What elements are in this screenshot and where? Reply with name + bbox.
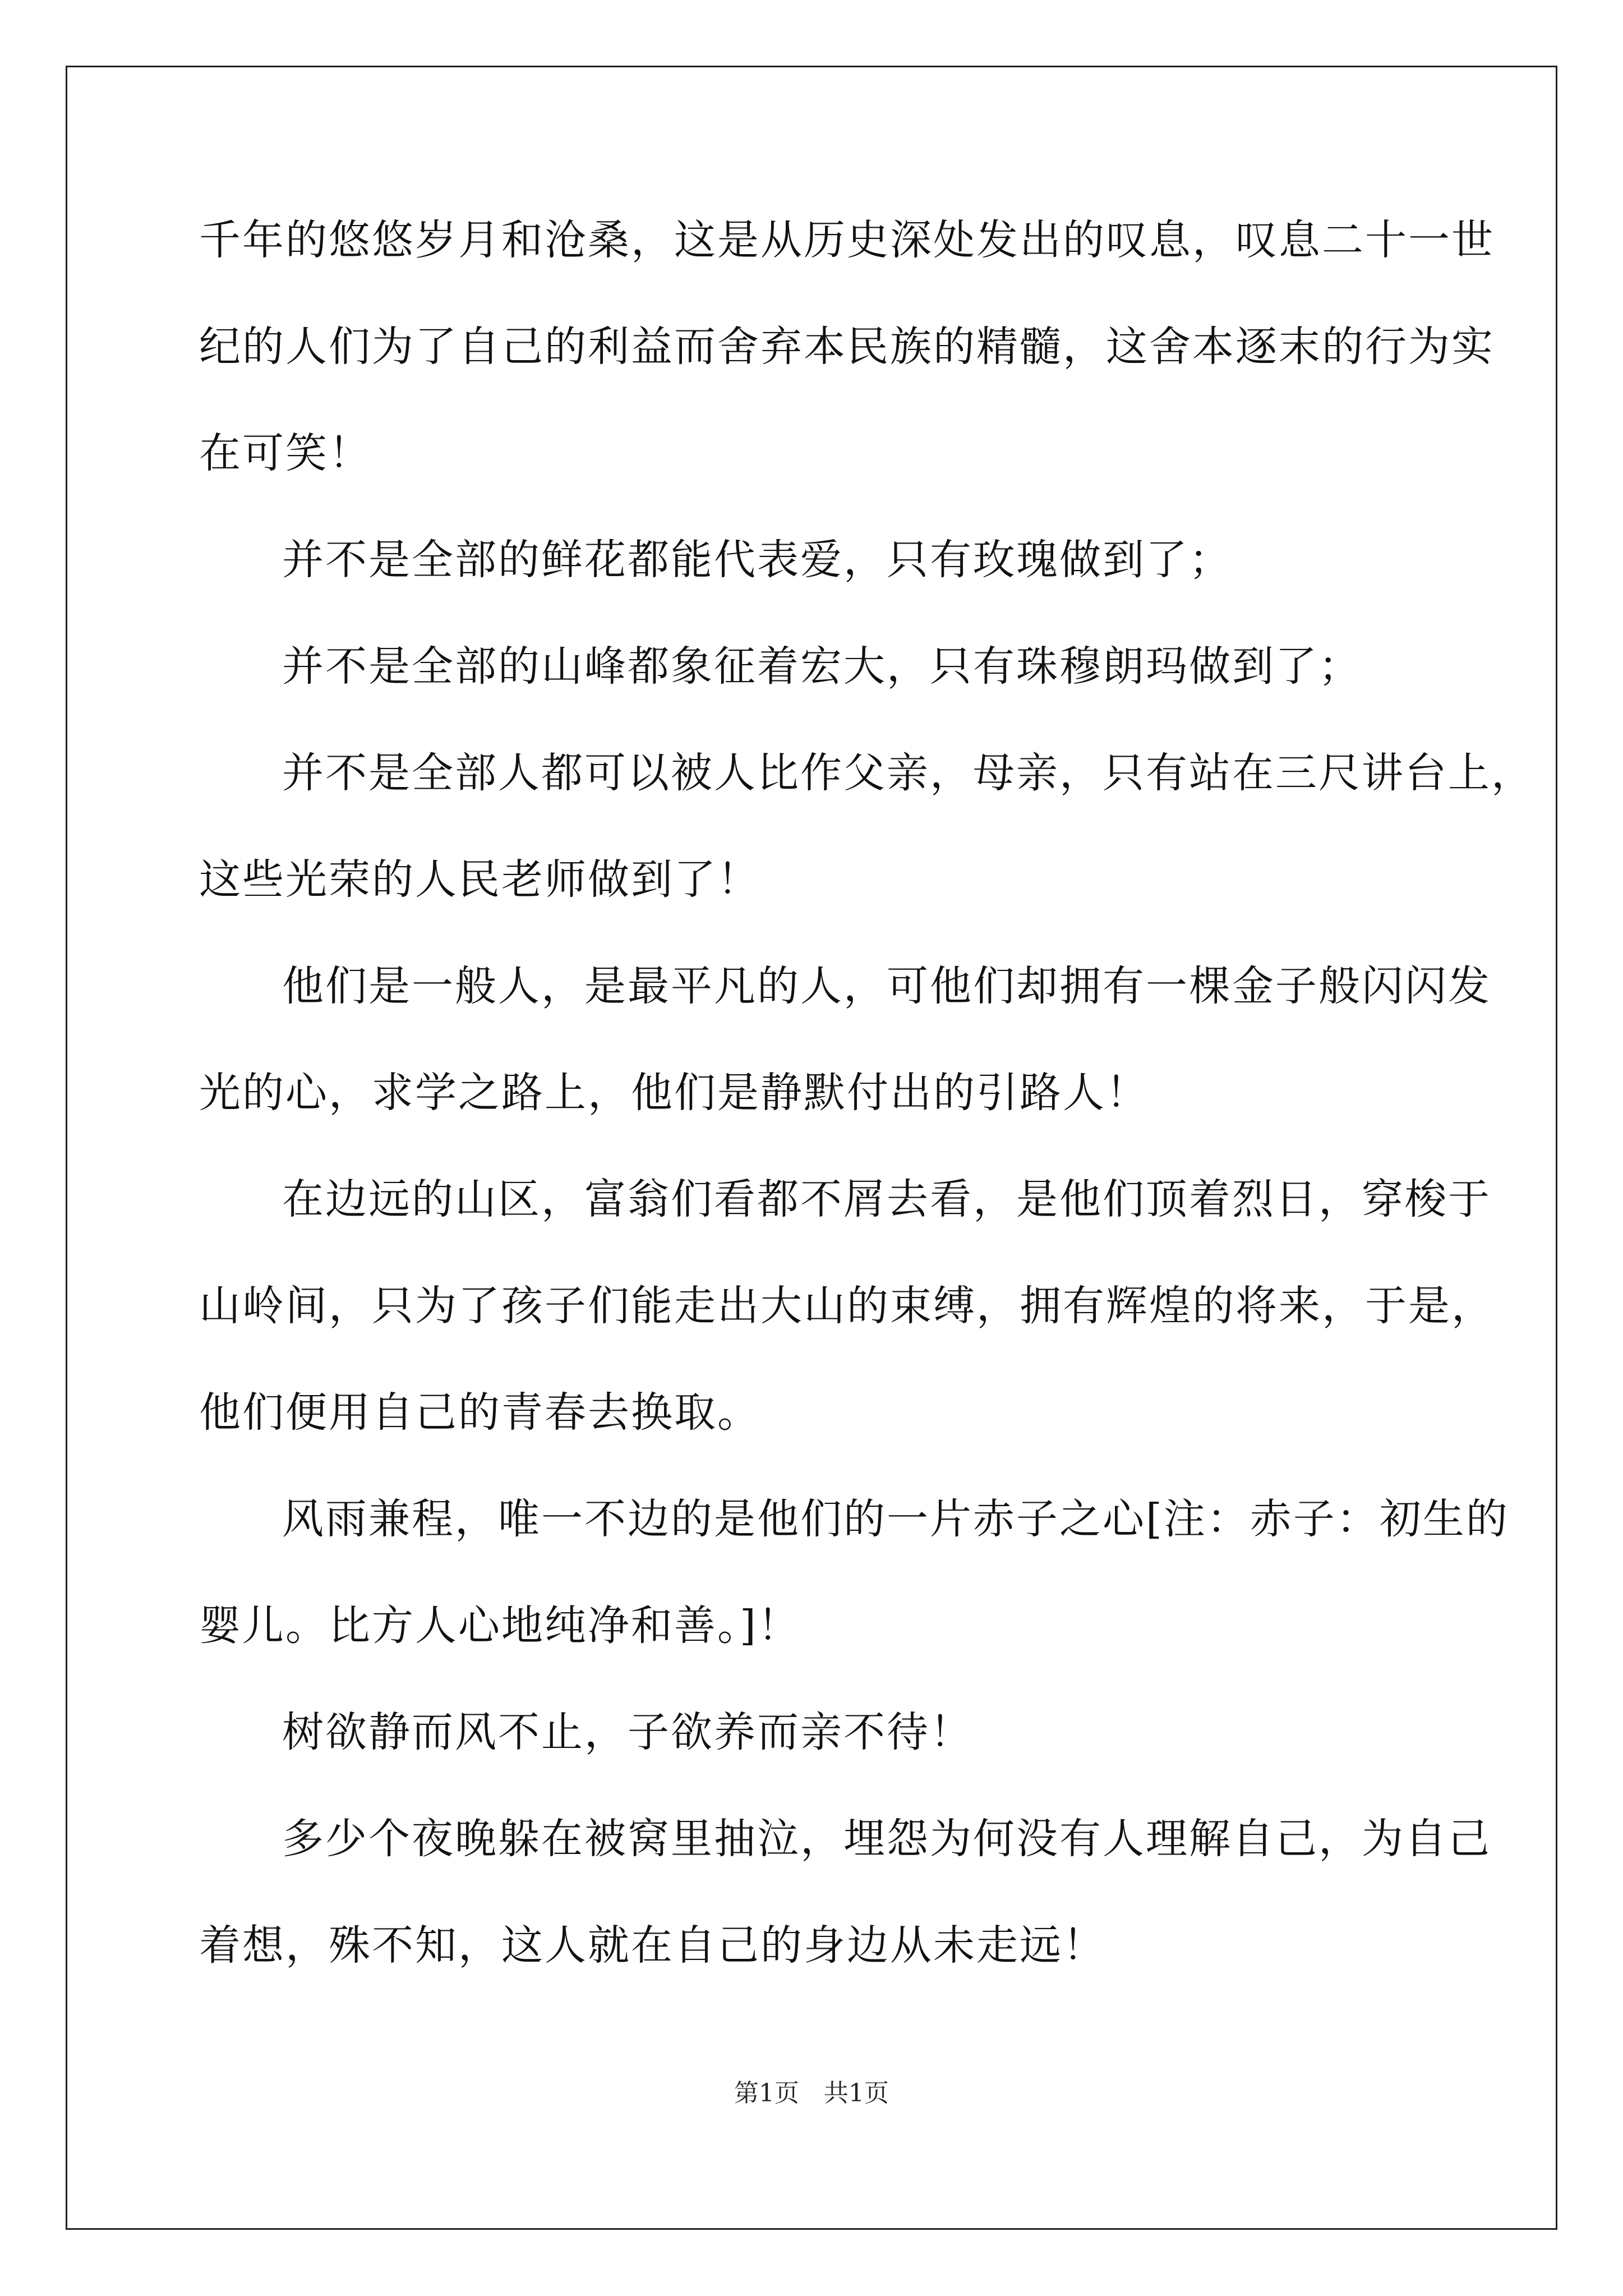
text-line: 这些光荣的人民老师做到了！ [199,855,760,904]
text-line: 千年的悠悠岁月和沧桑，这是从历史深处发出的叹息，叹息二十一世 [199,216,1495,264]
page-border [66,66,1557,2230]
text-line: 山岭间，只为了孩子们能走出大山的束缚，拥有辉煌的将来，于是， [199,1282,1495,1330]
text-line: 纪的人们为了自己的利益而舍弃本民族的精髓，这舍本逐末的行为实 [199,323,1495,371]
text-line: 在可笑！ [199,429,372,477]
text-line: 在边远的山区，富翁们看都不屑去看，是他们顶着烈日，穿梭于 [282,1175,1491,1223]
text-line: 光的心，求学之路上，他们是静默付出的引路人！ [199,1069,1149,1117]
page-number-footer: 第1页 共1页 [734,2079,889,2108]
text-line: 他们便用自己的青春去换取。 [199,1388,760,1437]
text-line: 树欲静而风不止，子欲养而亲不待！ [282,1708,973,1756]
text-line: 风雨兼程，唯一不边的是他们的一片赤子之心[注：赤子：初生的 [282,1495,1509,1543]
text-line: 着想，殊不知，这人就在自己的身边从未走远！ [199,1921,1106,1970]
text-line: 并不是全部人都可以被人比作父亲，母亲，只有站在三尺讲台上， [282,749,1534,797]
text-line: 并不是全部的山峰都象征着宏大，只有珠穆朗玛做到了； [282,642,1362,691]
text-line: 他们是一般人，是最平凡的人，可他们却拥有一棵金子般闪闪发 [282,962,1491,1010]
text-line: 婴儿。比方人心地纯净和善。]！ [199,1602,801,1650]
text-line: 多少个夜晚躲在被窝里抽泣，埋怨为何没有人理解自己，为自己 [282,1815,1491,1863]
text-line: 并不是全部的鲜花都能代表爱，只有玫瑰做到了； [282,536,1232,584]
